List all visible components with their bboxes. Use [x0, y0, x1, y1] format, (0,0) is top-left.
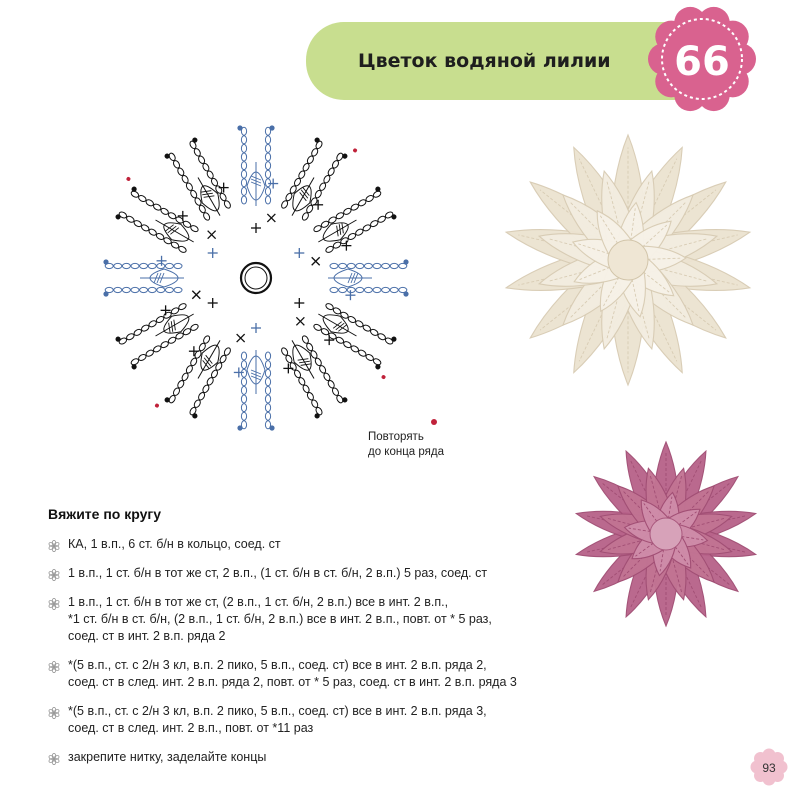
instruction-step: [48, 749, 588, 766]
step-text: *(5 в.п., ст. с 2/н 3 кл, в.п. 2 пико, 5 в.п., соед. ст) все в инт. 2 в.п. ряда 3, соед. ст в след. инт. 2 в.п., повт. от *11 раз: [68, 704, 487, 735]
steps-list: [48, 536, 588, 766]
page-title: Цветок водяной лилии: [358, 50, 611, 72]
instruction-step: [48, 536, 588, 553]
instructions-heading: Вяжите по кругу: [48, 506, 162, 522]
step-text: закрепите нитку, заделайте концы: [68, 750, 267, 764]
instruction-step: [48, 657, 588, 691]
flower-bullet-icon: [48, 540, 60, 552]
repeat-note: [368, 430, 444, 460]
flower-bullet-icon: [48, 661, 60, 673]
instruction-step: [48, 565, 588, 582]
instruction-step: [48, 703, 588, 737]
page-number: 93: [762, 761, 776, 775]
instructions: [48, 506, 588, 778]
flower-bullet-icon: [48, 598, 60, 610]
white-lily-photo: [478, 128, 788, 398]
instruction-step: [48, 594, 588, 645]
pink-lily-photo: [566, 430, 766, 630]
flower-bullet-icon: [48, 707, 60, 719]
step-text: 1 в.п., 1 ст. б/н в тот же ст, (2 в.п., 1 ст. б/н, 2 в.п.) все в инт. 2 в.п., *1 ст. б/н в ст. б/н, (2 в.п., 1 ст. б/н, 2 в.п.) все в инт. 2 в.п., повт. от * 5 раз, соед. ст в инт. 2 в.п. ряда 2: [68, 595, 492, 643]
repeat-marker: [431, 419, 437, 425]
title-banner: [306, 22, 676, 100]
pattern-number-badge: [646, 3, 758, 115]
page-number-badge: [750, 748, 788, 786]
step-text: КА, 1 в.п., 6 ст. б/н в кольцо, соед. ст: [68, 537, 281, 551]
step-text: 1 в.п., 1 ст. б/н в тот же ст, 2 в.п., (1 ст. б/н в ст. б/н, 2 в.п.) 5 раз, соед. ст: [68, 566, 488, 580]
pattern-number: 66: [674, 39, 730, 85]
step-text: *(5 в.п., ст. с 2/н 3 кл, в.п. 2 пико, 5 в.п., соед. ст) все в инт. 2 в.п. ряда 2, соед. ст в след. инт. 2 в.п. ряда 2, повт. от * 5 раз, соед. ст в инт. 2 в.п. ряда 3: [68, 658, 517, 689]
repeat-note-line1: Повторять: [368, 431, 424, 443]
flower-bullet-icon: [48, 753, 60, 765]
repeat-note-line2: до конца ряда: [368, 446, 444, 458]
flower-bullet-icon: [48, 569, 60, 581]
